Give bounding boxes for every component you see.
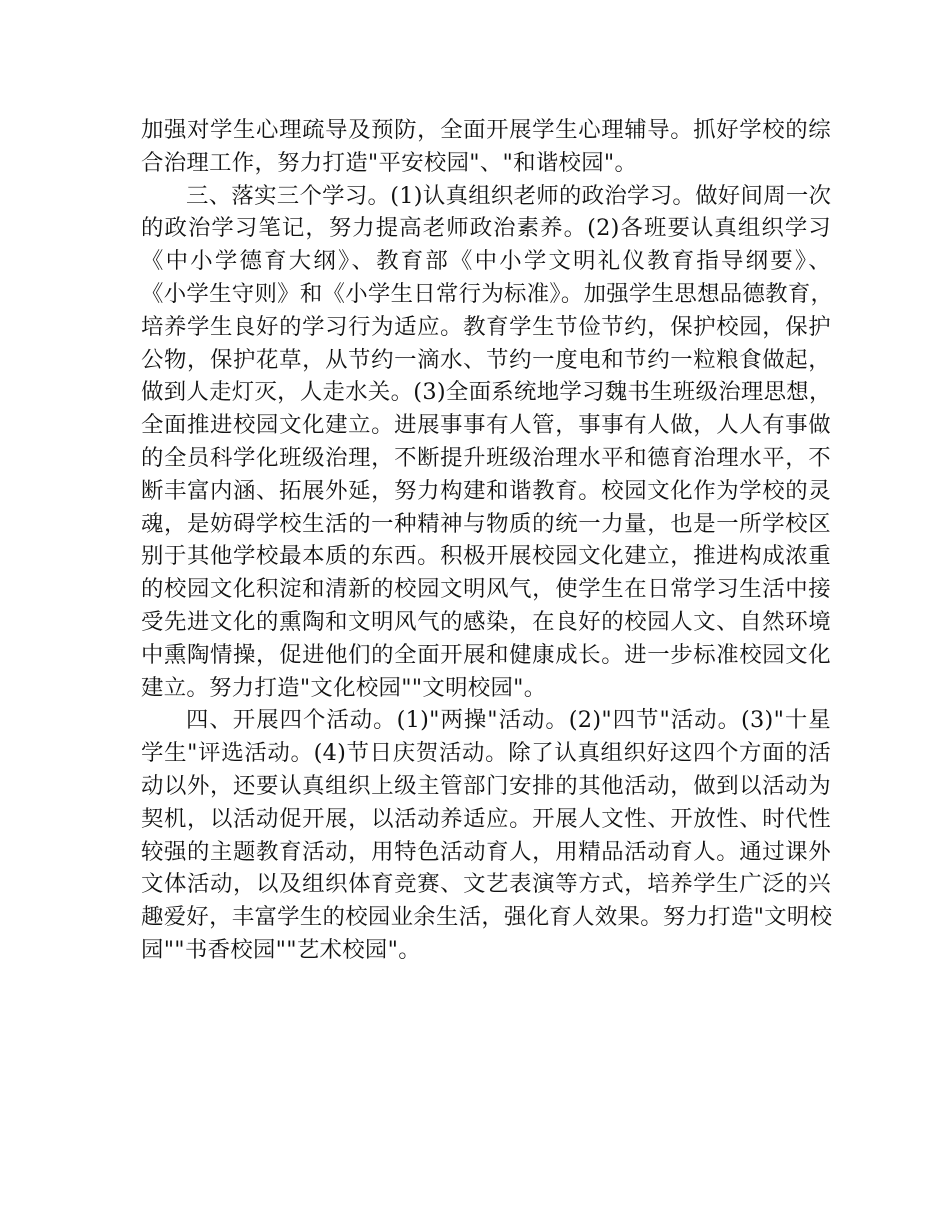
text-line: 公物，保护花草，从节约一滴水、节约一度电和节约一粒粮食做起，	[141, 346, 831, 373]
text-line: 受先进文化的熏陶和文明风气的感染，在良好的校园人文、自然环境	[141, 608, 831, 635]
text-line: 的全员科学化班级治理，不断提升班级治理水平和德育治理水平，不	[141, 444, 831, 471]
text-line: 趣爱好，丰富学生的校园业余生活，强化育人效果。努力打造"文明校	[141, 904, 833, 931]
text-line: 文体活动，以及组织体育竞赛、文艺表演等方式，培养学生广泛的兴	[141, 871, 831, 898]
text-line: 别于其他学校最本质的东西。积极开展校园文化建立，推进构成浓重	[141, 543, 831, 570]
text-line: 加强对学生心理疏导及预防，全面开展学生心理辅导。抓好学校的综	[141, 117, 831, 143]
text-line: 《中小学德育大纲》、教育部《中小学文明礼仪教育指导纲要》、	[141, 248, 831, 275]
text-line: 做到人走灯灭，人走水关。(3)全面系统地学习魏书生班级治理思想，	[141, 379, 832, 406]
text-line: 合治理工作，努力打造"平安校园"、"和谐校园"。	[141, 149, 638, 176]
text-line: 全面推进校园文化建立。进展事事有人管，事事有人做，人人有事做	[141, 412, 831, 439]
text-line: 魂，是妨碍学校生活的一种精神与物质的统一力量，也是一所学校区	[141, 510, 831, 537]
paragraph-three-studies	[141, 180, 834, 705]
text-line: 中熏陶情操，促进他们的全面开展和健康成长。进一步标准校园文化	[141, 641, 831, 668]
text-line: 的校园文化积淀和清新的校园文明风气，使学生在日常学习生活中接	[141, 576, 831, 603]
text-line: 《小学生守则》和《小学生日常行为标准》。加强学生思想品德教育，	[141, 280, 834, 307]
text-line: 四、开展四个活动。(1)"两操"活动。(2)"四节"活动。(3)"十星	[186, 707, 831, 734]
document-page	[141, 114, 834, 967]
text-line: 园""书香校园""艺术校园"。	[141, 936, 421, 963]
text-line: 的政治学习笔记，努力提高老师政治素养。(2)各班要认真组织学习	[141, 215, 831, 242]
text-line: 建立。努力打造"文化校园""文明校园"。	[141, 674, 547, 701]
text-line: 契机，以活动促开展，以活动养适应。开展人文性、开放性、时代性	[141, 805, 831, 832]
paragraph-four-activities	[141, 704, 831, 966]
text-line: 断丰富内涵、拓展外延，努力构建和谐教育。校园文化作为学校的灵	[141, 477, 831, 504]
text-line: 培养学生良好的学习行为适应。教育学生节俭节约，保护校园，保护	[141, 313, 831, 340]
text-line: 学生"评选活动。(4)节日庆贺活动。除了认真组织好这四个方面的活	[141, 740, 831, 767]
text-line: 三、落实三个学习。(1)认真组织老师的政治学习。做好间周一次	[186, 182, 832, 209]
text-line: 动以外，还要认真组织上级主管部门安排的其他活动，做到以活动为	[141, 772, 831, 799]
text-line: 较强的主题教育活动，用特色活动育人，用精品活动育人。通过课外	[141, 838, 831, 865]
paragraph-continuation	[141, 114, 831, 180]
